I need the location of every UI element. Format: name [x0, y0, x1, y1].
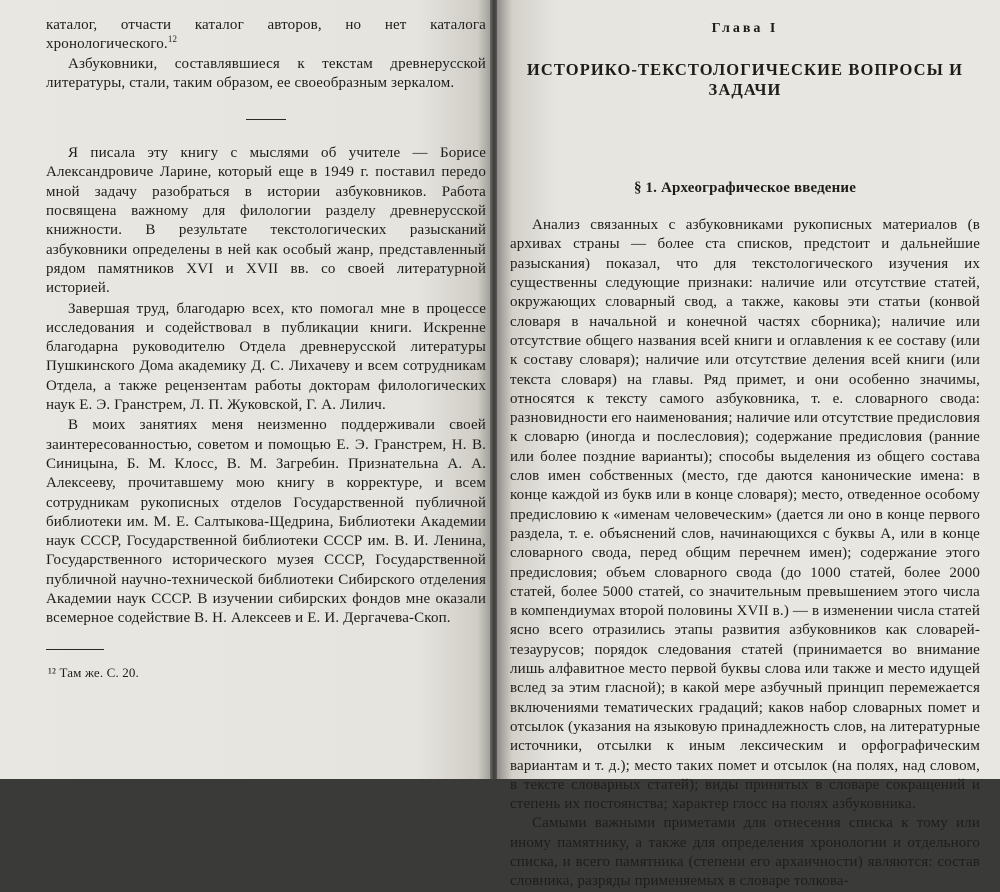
right-page-text — [510, 16, 980, 892]
left-page — [0, 0, 492, 779]
left-paragraph-2: Азбуковники, составлявшиеся к текстам древнерусской литературы, стали, таким образом, ее своеобразным зеркалом. — [46, 55, 486, 91]
left-paragraph-4: Завершая труд, благодарю всех, кто помогал мне в процессе исследования и содействовал в публикации книги. Искренне благодарна руководителю Отдела древнерусской литературы Пушкинского Дома академику Д. С. Лихачеву и всем сотрудникам Отдела, а также рецензентам работы докторам филологических наук Е. Э. Гранстрем, Л. П. Жуковской, Г. А. Лилич. — [46, 300, 486, 414]
left-top-paragraph — [46, 16, 486, 55]
section-separator — [246, 119, 286, 120]
left-paragraph-3: Я писала эту книгу с мыслями об учителе — Борисе Александровиче Ларине, который еще в 1949 г. поставил передо мной задачу разобраться в истории азбуковников. Работа посвящена важному для филологии разделу древнерусской книжности. В результате текстологических разысканий азбуковники определены в ней как особый жанр, представленный рядом памятников XVI и XVII вв. со своей литературной историей. — [46, 145, 486, 297]
right-paragraph-2: Самыми важными приметами для отнесения списка к тому или иному памятнику, а также для определения хронологии и отдельного списка, и всего памятника (степени его архаичности) являются: состав словника, разряды применяемых в словаре толкова- — [510, 815, 980, 890]
left-page-text — [46, 16, 486, 681]
left-top-paragraph-text: каталог, отчасти каталог авторов, но нет каталога хронологического. — [46, 17, 486, 53]
left-paragraph-5: В моих занятиях меня неизменно поддерживали своей заинтересованностью, советом и помощью Е. Э. Гранстрем, Н. В. Синицына, Б. М. Клосс, В. М. Загребин. Признательна А. А. Алексееву, прочитавшему мою книгу в корректуре, и всем сотрудникам рукописных отделов Государственной публичной библиотеки им. М. Е. Салтыкова-Щедрина, Библиотеки Академии наук СССР, Государственной библиотеки СССР им. В. И. Ленина, Государственного исторического музея СССР, Государственной публичной научно-технической библиотеки Сибирского отделения Академии наук СССР. В изучении сибирских фондов мне оказали всемерное содействие В. Н. Алексеев и Е. И. Дергачева-Скоп. — [46, 417, 486, 627]
right-paragraph-1: Анализ связанных с азбуковниками рукописных материалов (в архивах страны — более ста списков, предстоит и дальнейшие разыскания) показал, что для текстологического изучения их существенны следующие признаки: наличие или отсутствие статей, окружающих словарный свод, а также, каковы эти статьи (конвой словаря в начальной и конечной частях сборника); наличие или отсутствие общего названия всей книги и оглавления к ее составу (или к составу словаря); наличие или отсутствие деления всей книги (или текста словаря) на главы. Ряд примет, и они особенно значимы, относятся к тексту самого азбуковника, т. е. словарного свода: разновидности его наименования; наличие или отсутствие предисловия к словарю (иногда и послесловия); содержание предисловия (ранние или более поздние варианты); способы выделения из общего состава слов имен собственных (место, где даются канонические имена: в конце каждой из букв или в конце словаря); место, отведенное особому предисловию к «именам человеческим» (дается ли оно в конце первого раздела, т. е. объяснений слов, начинающихся с буквы А, или в конце словарного свода, перед общим перечнем имен); содержание этого предисловия; объем словарного свода (до 1000 статей, более 2000 статей, более 5000 статей, со значительным превышением этого числа в компендиумах второй половины XVII в.) — в изменении числа статей ясно всего отразились этапы развития азбуковников как словарей-тезаурусов; порядок следования статей (принимается во внимание лишь алфавитное место первой буквы слова или также и место идущей вслед за этим гласной); в какой мере азбучный принцип перемежается включениями тематических градаций; каков набор словарных помет и отсылок (указания на языковую принадлежность слов, на литературные источники, отсылки к иным лексическим и орфографическим вариантам и т. д.); место таких помет и отсылок (на полях, над словом, в тексте словарных статей); виды принятых в словаре сокращений и степень их постоянства; характер глосс на полях азбуковника. — [510, 217, 980, 813]
section-heading: § 1. Археографическое введение — [633, 179, 857, 196]
footnote-ref: 12 — [167, 34, 178, 45]
chapter-title: ИСТОРИКО-ТЕКСТОЛОГИЧЕСКИЕ ВОПРОСЫ И ЗАДАЧИ — [526, 60, 964, 99]
chapter-label: Глава I — [711, 21, 779, 36]
footnote: ¹² Там же. С. 20. — [48, 664, 139, 680]
footnote-rule — [46, 649, 104, 650]
